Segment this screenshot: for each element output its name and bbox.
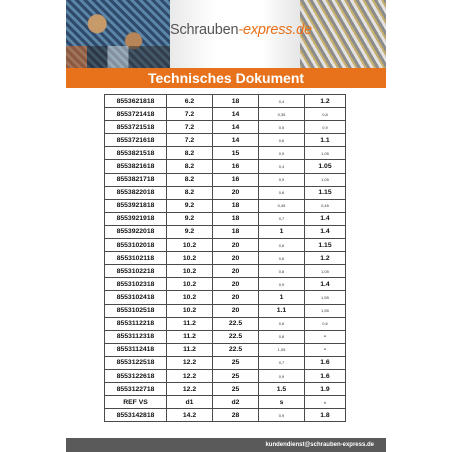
ref-cell: 8553112218 (105, 317, 167, 330)
d1-cell: 12.2 (167, 369, 213, 382)
h-cell: 1,05 (305, 265, 346, 278)
ref-cell: 8553721618 (105, 134, 167, 147)
ref-cell: 8553102218 (105, 265, 167, 278)
d2-cell: 14 (213, 108, 259, 121)
h-cell: 1.05 (305, 160, 346, 173)
ref-cell: 8553122518 (105, 356, 167, 369)
s-cell: 1.1 (259, 304, 305, 317)
d2-cell: 20 (213, 304, 259, 317)
h-cell: 1,05 (305, 173, 346, 186)
ref-cell: 8553821618 (105, 160, 167, 173)
table-row (105, 291, 346, 304)
s-cell: 0,8 (259, 265, 305, 278)
s-cell: 0,7 (259, 356, 305, 369)
s-cell: 0,6 (259, 134, 305, 147)
s-cell: 0,9 (259, 173, 305, 186)
s-cell: 0,9 (259, 147, 305, 160)
h-cell: 1.4 (305, 225, 346, 238)
h-cell: 1.15 (305, 239, 346, 252)
document-page (66, 0, 386, 452)
s-cell: 0,4 (259, 160, 305, 173)
ref-cell: 8553142818 (105, 409, 167, 422)
ref-cell: 8553922018 (105, 225, 167, 238)
table-row (105, 330, 346, 343)
d2-cell: 14 (213, 121, 259, 134)
h-cell: 1.1 (305, 134, 346, 147)
s-cell: 0,5 (259, 121, 305, 134)
h-cell: 1.4 (305, 278, 346, 291)
d2-cell: 20 (213, 239, 259, 252)
header-banner (66, 0, 386, 68)
d1-cell: 10.2 (167, 265, 213, 278)
d2-cell: 22.5 (213, 343, 259, 356)
ref-cell: 8553822018 (105, 186, 167, 199)
s-cell: 0,6 (259, 186, 305, 199)
ref-cell: 8553821718 (105, 173, 167, 186)
table-row (105, 369, 346, 382)
d2-cell: 20 (213, 252, 259, 265)
s-cell: 0,45 (259, 199, 305, 212)
d2-cell: 16 (213, 173, 259, 186)
d1-cell: 11.2 (167, 343, 213, 356)
h-cell: 1,55 (305, 304, 346, 317)
table-row (105, 317, 346, 330)
d1-cell: 14.2 (167, 409, 213, 422)
d1-cell: 8.2 (167, 186, 213, 199)
s-cell: 0,6 (259, 317, 305, 330)
screws-photo (300, 0, 386, 68)
ref-cell: 8553921818 (105, 199, 167, 212)
table-row (105, 278, 346, 291)
ref-cell: 8553102318 (105, 278, 167, 291)
d1-cell: 12.2 (167, 383, 213, 396)
h-cell: 1.6 (305, 369, 346, 382)
d1-cell: 7.2 (167, 121, 213, 134)
s-cell: 1,05 (259, 343, 305, 356)
table-row (105, 108, 346, 121)
d1-cell: 8.2 (167, 147, 213, 160)
d2-cell: 25 (213, 383, 259, 396)
d2-cell: 16 (213, 160, 259, 173)
s-cell: 0,35 (259, 108, 305, 121)
ref-cell: 8553721518 (105, 121, 167, 134)
table-row (105, 212, 346, 225)
h-cell: 1,55 (305, 291, 346, 304)
table-row (105, 160, 346, 173)
d1-cell: 9.2 (167, 225, 213, 238)
d2-cell: 18 (213, 225, 259, 238)
d1-cell: 11.2 (167, 317, 213, 330)
ref-cell: 8553102518 (105, 304, 167, 317)
d1-cell: 6.2 (167, 95, 213, 108)
h-cell: 1.6 (305, 356, 346, 369)
footer-bar (66, 438, 386, 452)
table-row (105, 356, 346, 369)
ref-cell: 8553721418 (105, 108, 167, 121)
table-row (105, 383, 346, 396)
table-row (105, 409, 346, 422)
d1-cell: 11.2 (167, 330, 213, 343)
h-cell: h (305, 396, 346, 409)
h-cell: 1.9 (305, 383, 346, 396)
s-cell: 1 (259, 291, 305, 304)
d2-cell: 20 (213, 186, 259, 199)
d1-cell: 9.2 (167, 212, 213, 225)
d2-cell: 25 (213, 356, 259, 369)
spec-table (104, 94, 346, 422)
table-row (105, 173, 346, 186)
d2-cell: 18 (213, 212, 259, 225)
s-cell: 0,9 (259, 369, 305, 382)
table-row (105, 304, 346, 317)
footer-email[interactable]: kundendienst@schrauben-express.de (265, 442, 374, 448)
d2-cell: 20 (213, 278, 259, 291)
h-cell: - (305, 330, 346, 343)
tools-photo (66, 0, 170, 68)
table-row (105, 225, 346, 238)
table-row (105, 239, 346, 252)
d2-cell: 20 (213, 265, 259, 278)
d2-cell: 28 (213, 409, 259, 422)
d1-cell: 8.2 (167, 173, 213, 186)
logo-accent-text: -express.de (238, 22, 312, 38)
s-cell: 0,6 (259, 252, 305, 265)
ref-cell: REF VS (105, 396, 167, 409)
d2-cell: 22.5 (213, 330, 259, 343)
brand-logo (170, 22, 312, 38)
d1-cell: 10.2 (167, 304, 213, 317)
s-cell: 0,9 (259, 409, 305, 422)
d2-cell: 25 (213, 369, 259, 382)
document-title: Technisches Dokument (66, 68, 386, 88)
d2-cell: 18 (213, 95, 259, 108)
h-cell: 1,05 (305, 147, 346, 160)
s-cell: 0,8 (259, 330, 305, 343)
h-cell: 1.15 (305, 186, 346, 199)
ref-cell: 8553112418 (105, 343, 167, 356)
table-row (105, 252, 346, 265)
s-cell: 0,6 (259, 239, 305, 252)
spec-table-body (105, 95, 346, 422)
d2-cell: 22.5 (213, 317, 259, 330)
table-row (105, 95, 346, 108)
s-cell: 0,4 (259, 95, 305, 108)
h-cell: 0,45 (305, 199, 346, 212)
ref-cell: 8553621818 (105, 95, 167, 108)
d2-cell: 18 (213, 199, 259, 212)
h-cell: - (305, 343, 346, 356)
d1-cell: 7.2 (167, 108, 213, 121)
table-row (105, 265, 346, 278)
d1-cell: d1 (167, 396, 213, 409)
ref-cell: 8553921918 (105, 212, 167, 225)
d1-cell: 8.2 (167, 160, 213, 173)
h-cell: 1.2 (305, 95, 346, 108)
ref-cell: 8553102418 (105, 291, 167, 304)
h-cell: 0,8 (305, 108, 346, 121)
ref-cell: 8553102118 (105, 252, 167, 265)
table-row (105, 396, 346, 409)
h-cell: 1.2 (305, 252, 346, 265)
table-row (105, 343, 346, 356)
s-cell: s (259, 396, 305, 409)
d1-cell: 9.2 (167, 199, 213, 212)
s-cell: 1 (259, 225, 305, 238)
h-cell: 1.4 (305, 212, 346, 225)
d1-cell: 10.2 (167, 291, 213, 304)
h-cell: 0,9 (305, 121, 346, 134)
d2-cell: 14 (213, 134, 259, 147)
s-cell: 1.5 (259, 383, 305, 396)
d1-cell: 10.2 (167, 252, 213, 265)
d1-cell: 12.2 (167, 356, 213, 369)
d1-cell: 10.2 (167, 278, 213, 291)
table-row (105, 134, 346, 147)
s-cell: 0,9 (259, 278, 305, 291)
d1-cell: 7.2 (167, 134, 213, 147)
d2-cell: d2 (213, 396, 259, 409)
table-row (105, 121, 346, 134)
ref-cell: 8553112318 (105, 330, 167, 343)
ref-cell: 8553102018 (105, 239, 167, 252)
d1-cell: 10.2 (167, 239, 213, 252)
table-row (105, 186, 346, 199)
d2-cell: 15 (213, 147, 259, 160)
table-row (105, 199, 346, 212)
ref-cell: 8553821518 (105, 147, 167, 160)
h-cell: 1.8 (305, 409, 346, 422)
s-cell: 0,7 (259, 212, 305, 225)
logo-brand-text: Schrauben (170, 22, 239, 38)
ref-cell: 8553122718 (105, 383, 167, 396)
table-row (105, 147, 346, 160)
d2-cell: 20 (213, 291, 259, 304)
ref-cell: 8553122618 (105, 369, 167, 382)
h-cell: 0,6 (305, 317, 346, 330)
